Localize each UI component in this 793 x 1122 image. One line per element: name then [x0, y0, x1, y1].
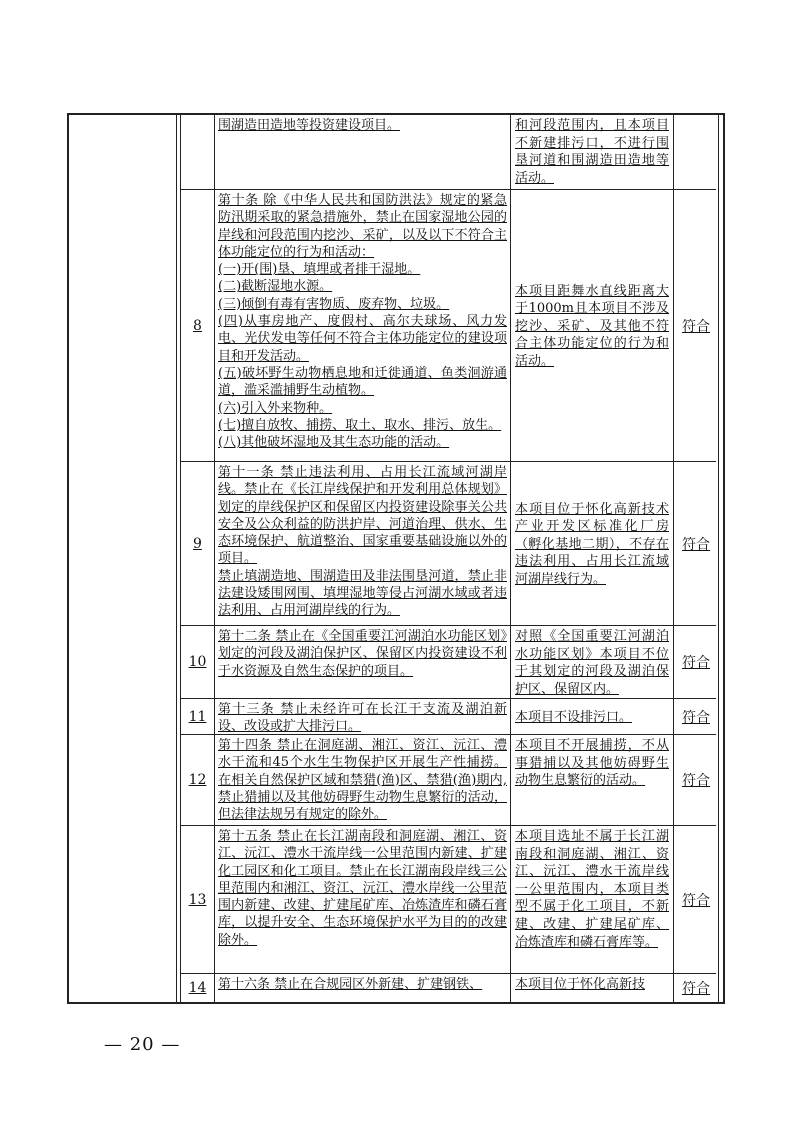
column-divider: [718, 115, 719, 1002]
row-assessment-text: 本项目选址不属于长江湖南段和洞庭湖、湘江、资江、沅江、澧水干流岸线一公里范围内，本项目类型不属于化工项目，不新建、改建、扩建尾矿库、冶炼渣库和磷石膏库等。: [515, 829, 669, 950]
row-number: 13: [188, 891, 207, 908]
row-provision-text: 第十一条 禁止违法利用、占用长江流域河湖岸线。禁止在《长江岸线保护和开发利用总体规划》划定的岸线保护区和保留区内投资建设除事关公共安全及公众利益的防洪护岸、河道治理、供水、生态环境保护、航道整治、国家重要基础设施以外的项目。 禁止填湖造地、围湖造田及非法围垦河道，禁止非法建设矮围网围、填埋湿地等侵占河湖水域或者违法利用、占用河湖岸线的行为。: [218, 465, 507, 619]
row-provision-text: 围湖造田造地等投资建设项目。: [218, 118, 401, 133]
row-assessment-text: 本项目位于怀化高新技: [515, 977, 646, 992]
row-number: 10: [188, 654, 207, 670]
row-compliance-result: 符合: [682, 318, 710, 335]
row-assessment-text: 和河段范围内，且本项目不新建排污口，不进行围垦河道和围湖造田造地等活动。: [515, 118, 669, 186]
row-assessment-text: 本项目不设排污口。: [515, 709, 633, 725]
row-compliance-result: 符合: [682, 892, 710, 909]
row-assessment-text: 对照《全国重要江河湖泊水功能区划》本项目不位于其划定的河段及湖泊保护区、保留区内。: [515, 629, 669, 697]
row-provision-text: 第十三条 禁止未经许可在长江干支流及湖泊新设、改设或扩大排污口。: [218, 702, 507, 734]
row-provision-text: 第十二条 禁止在《全国重要江河湖泊水功能区划》划定的河段及湖泊保护区、保留区内投资建设不利于水资源及自然生态保护的项目。: [218, 629, 507, 679]
row-compliance-result: 符合: [682, 709, 710, 726]
row-provision-text: 第十五条 禁止在长江湖南段和洞庭湖、湘江、资江、沅江、澧水干流岸线一公里范围内新建、扩建化工园区和化工项目。禁止在长江湖南段岸线三公里范围内和湘江、资江、沅江、澧水岸线一公里范围内新建、改建、扩建尾矿库、冶炼渣库和磷石膏库，以提升安全、生态环境保护水平为目的的改建除外。: [218, 829, 507, 948]
column-divider: [176, 115, 177, 1002]
row-number: 8: [193, 317, 202, 334]
row-number: 14: [188, 980, 207, 996]
page-number: — 20 —: [104, 1034, 181, 1055]
row-compliance-result: 符合: [682, 981, 710, 997]
row-compliance-result: 符合: [682, 773, 710, 789]
row-provision-text: 第十条 除《中华人民共和国防洪法》规定的紧急防汛期采取的紧急措施外，禁止在国家湿地公园的岸线和河段范围内挖沙、采矿，以及以下不符合主体功能定位的行为和活动： (一)开(围)垦、填埋或者排干湿地。 (二)截断湿地水源。 (三)倾倒有毒有害物质、废弃物、垃圾。 (四)从事房地产、度假村、高尔夫球场、风力发电、光伏发电等任何不符合主体功能定位的建设项目和开发活动。 (五)破坏野生动物栖息地和迁徙通道、鱼类洄游通道，滥采滥捕野生动植物。 (六)引入外来物种。 (七)擅自放牧、捕捞、取土、取水、排污、放生。 (八)其他破坏湿地及其生态功能的活动。: [218, 193, 507, 451]
row-compliance-result: 符合: [682, 655, 710, 671]
row-number: 11: [188, 708, 207, 725]
row-assessment-text: 本项目不开展捕捞，不从事猎捕以及其他妨碍野生动物生息繁衍的活动。: [515, 738, 669, 789]
row-assessment-text: 本项目距舞水直线距离大于1000m且本项目不涉及挖沙、采矿、及其他不符合主体功能定位的行为和活动。: [515, 283, 669, 369]
row-number: 9: [193, 535, 202, 552]
row-provision-text: 第十四条 禁止在洞庭湖、湘江、资江、沅江、澧水干流和45个水生生物保护区开展生产性捕捞。在相关自然保护区域和禁猎(渔)区、禁猎(渔)期内,禁止猎捕以及其他妨碍野生动物生息繁衍的活动，但法律法规另有规定的除外。: [218, 738, 507, 823]
row-compliance-result: 符合: [682, 536, 710, 553]
row-number: 12: [188, 772, 207, 788]
row-provision-text: 第十六条 禁止在合规园区外新建、扩建钢铁、: [218, 977, 483, 992]
row-assessment-text: 本项目位于怀化高新技术产业开发区标准化厂房（孵化基地二期），不存在违法利用、占用长江流域河湖岸线行为。: [515, 501, 669, 587]
regulation-compliance-table: [67, 113, 725, 1004]
